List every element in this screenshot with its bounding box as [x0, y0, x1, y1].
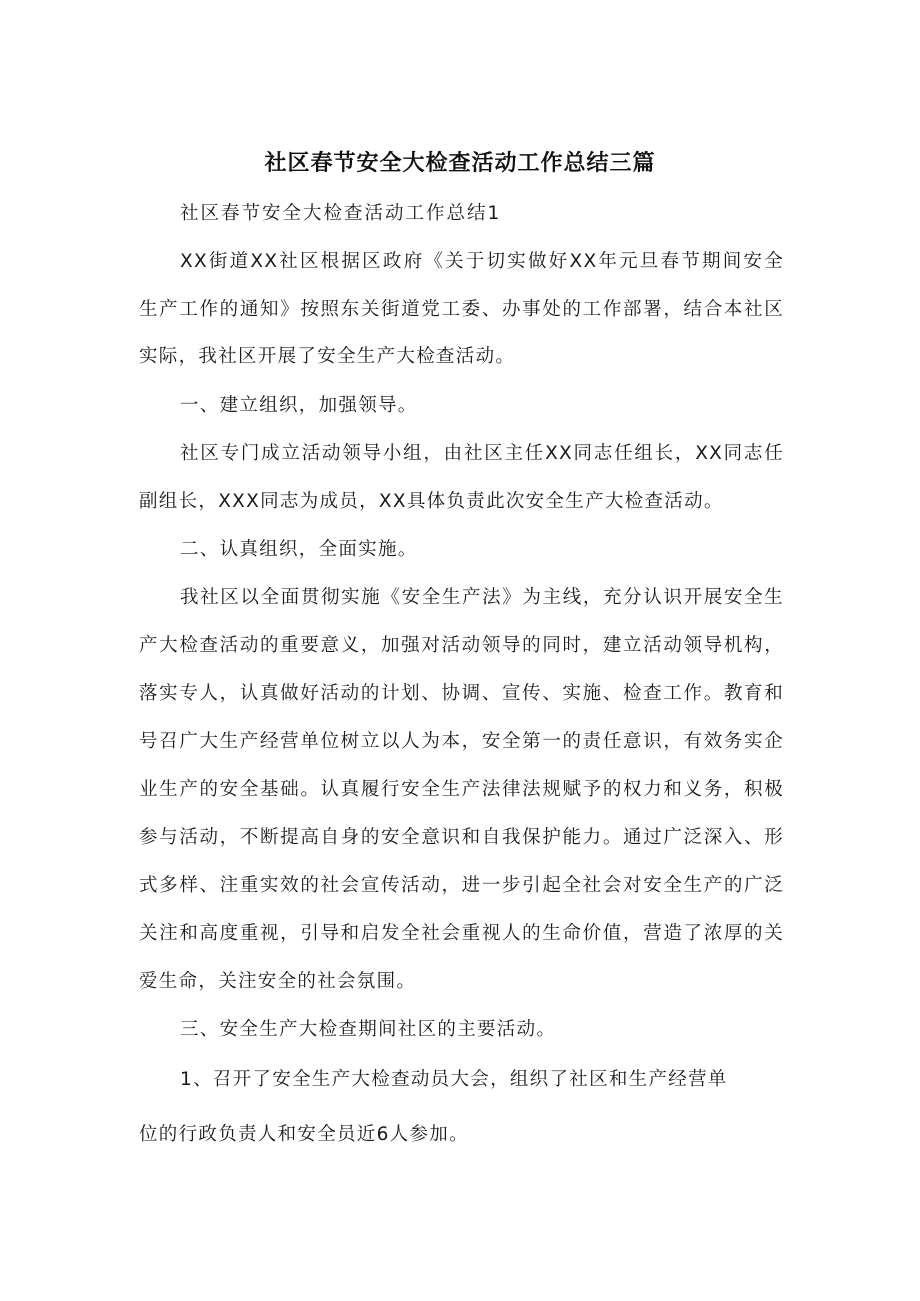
paragraph-line: 参与活动，不断提高自身的安全意识和自我保护能力。通过广泛深入、形: [139, 827, 784, 848]
paragraph-line: 实际，我社区开展了安全生产大检查活动。: [139, 346, 516, 367]
section-heading: 二、认真组织，全面实施。: [180, 539, 418, 560]
paragraph-line: 落实专人，认真做好活动的计划、协调、宣传、实施、检查工作。教育和: [139, 683, 784, 704]
paragraph-line: 副组长，XXX同志为成员，XX具体负责此次安全生产大检查活动。: [139, 491, 724, 512]
paragraph-line: 式多样、注重实效的社会宣传活动，进一步引起全社会对安全生产的广泛: [139, 875, 784, 896]
paragraph-line: 1、召开了安全生产大检查动员大会，组织了社区和生产经营单: [180, 1069, 728, 1090]
section-heading: 一、建立组织，加强领导。: [180, 395, 418, 416]
paragraph-line: 我社区以全面贯彻实施《安全生产法》为主线，充分认识开展安全生: [180, 587, 784, 608]
paragraph-line: 业生产的安全基础。认真履行安全生产法律法规赋予的权力和义务，积极: [139, 779, 784, 800]
paragraph-line: 社区专门成立活动领导小组，由社区主任XX同志任组长，XX同志任: [180, 443, 784, 464]
document-subtitle: 社区春节安全大检查活动工作总结1: [180, 203, 502, 224]
document-title: 社区春节安全大检查活动工作总结三篇: [264, 151, 656, 176]
paragraph-line: 爱生命，关注安全的社会氛围。: [139, 971, 417, 992]
paragraph-line: 关注和高度重视，引导和启发全社会重视人的生命价值，营造了浓厚的关: [139, 923, 784, 944]
paragraph-line: 产大检查活动的重要意义，加强对活动领导的同时，建立活动领导机构，: [139, 635, 784, 656]
paragraph-line: 位的行政负责人和安全员近6人参加。: [139, 1124, 469, 1145]
paragraph-line: 号召广大生产经营单位树立以人为本，安全第一的责任意识，有效务实企: [139, 731, 784, 752]
paragraph-line: XX街道XX社区根据区政府《关于切实做好XX年元旦春节期间安全: [180, 251, 784, 272]
section-heading: 三、安全生产大检查期间社区的主要活动。: [180, 1019, 557, 1040]
paragraph-line: 生产工作的通知》按照东关街道党工委、办事处的工作部署，结合本社区: [139, 299, 784, 320]
